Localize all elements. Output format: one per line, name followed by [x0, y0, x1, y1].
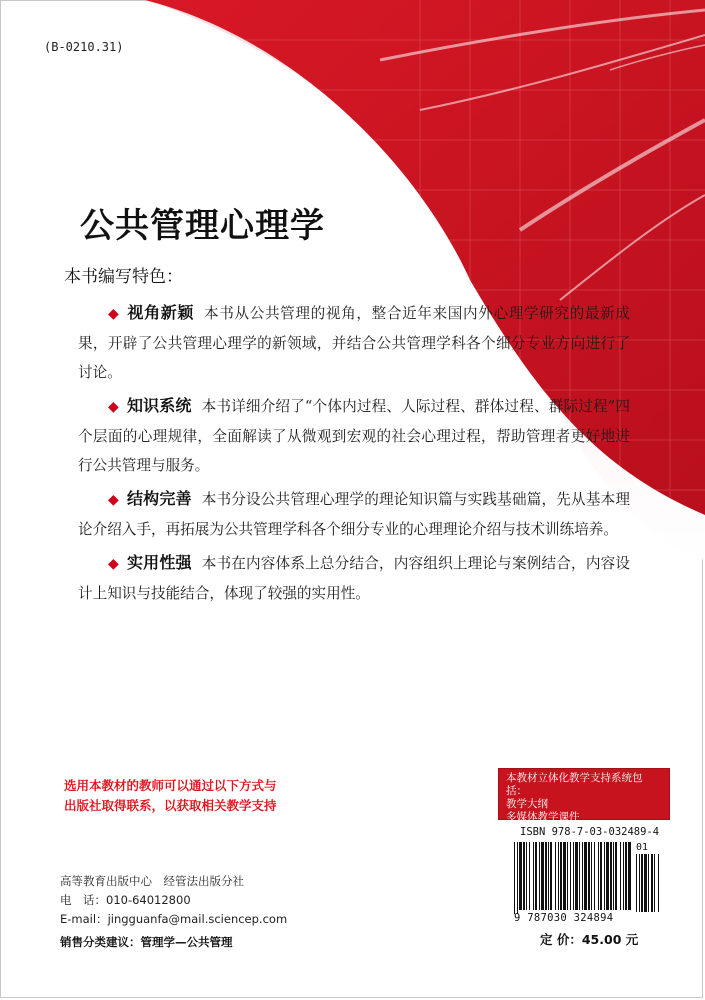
- features-heading: 本书编写特色：: [64, 267, 183, 287]
- barcode-bar: [526, 842, 527, 910]
- barcode-bar: [651, 854, 653, 912]
- diamond-bullet-icon: ◆: [108, 556, 119, 572]
- barcode-bar: [648, 854, 649, 912]
- barcode-bar: [641, 854, 643, 912]
- barcode-bar: [523, 842, 525, 910]
- barcode-bar: [573, 842, 574, 910]
- barcode-bar: [539, 842, 540, 910]
- publisher-info: [60, 872, 287, 929]
- phone-number: 010-64012800: [106, 893, 191, 907]
- feature-list: [78, 298, 630, 612]
- barcode-bar: [570, 842, 571, 910]
- barcode-bar: [658, 854, 659, 912]
- teaching-support-box: [498, 768, 670, 823]
- barcode-bar: [588, 842, 590, 910]
- feature-text: 本书详细介绍了“个体内过程、人际过程、群体过程、群际过程”四个层面的心理规律，全面解读了从微观到宏观的社会心理过程，帮助管理者更好地进行公共管理与服务。: [78, 398, 630, 474]
- barcode-bar: [517, 842, 518, 914]
- barcode-bar: [550, 842, 552, 910]
- feature-name: 视角新颖: [127, 303, 194, 322]
- diamond-bullet-icon: ◆: [108, 399, 119, 415]
- barcode-bar: [598, 842, 599, 910]
- barcode-bar: [594, 842, 595, 910]
- barcode-bar: [615, 842, 617, 910]
- barcode-bar: [514, 842, 515, 914]
- barcode-bar: [560, 842, 562, 910]
- feature-item: [78, 298, 630, 387]
- publisher-phone-line: [60, 891, 287, 910]
- barcode-bar: [558, 842, 559, 910]
- barcode-bar: [529, 842, 530, 910]
- teacher-note-line: 出版社取得联系，以获取相关教学支持: [64, 798, 277, 813]
- barcode-bar: [620, 842, 621, 910]
- barcode-bar: [548, 842, 549, 910]
- price-label: 定 价：45.00 元: [540, 932, 639, 947]
- email-address: jingguanfa@mail.sciencep.com: [107, 912, 288, 926]
- barcode-bar: [582, 842, 583, 910]
- barcode-bar: [600, 842, 602, 910]
- teacher-contact-note: [64, 776, 314, 816]
- barcode-bar: [625, 842, 627, 910]
- phone-label: 电 话：: [60, 893, 106, 907]
- barcode-add-on: 01: [636, 842, 649, 853]
- teacher-note-line: 选用本教材的教师可以通过以下方式与: [64, 778, 277, 793]
- barcode-bar: [604, 842, 605, 910]
- barcode-bar: [545, 842, 547, 910]
- barcode-bar: [519, 842, 522, 910]
- feature-item: [78, 391, 630, 480]
- barcode-bar: [584, 842, 587, 910]
- barcode-bar: [623, 842, 624, 910]
- barcode-bar: [579, 842, 580, 910]
- barcode-bar: [541, 842, 544, 910]
- publisher-name: 高等教育出版中心 经管法出版分社: [60, 874, 244, 888]
- support-box-item: 多媒体教学课件: [506, 811, 580, 823]
- support-box-item: 教学大纲: [506, 798, 548, 810]
- publisher-email-line: [60, 910, 287, 929]
- feature-name: 实用性强: [126, 553, 192, 572]
- barcode-digits: 9 787030 324894: [514, 912, 614, 924]
- barcode-bar: [628, 842, 631, 910]
- book-code: (B-0210.31): [44, 40, 124, 54]
- feature-text: 本书在内容体系上总分结合，内容组织上理论与案例结合，内容设计上知识与技能结合，体现了较强的实用性。: [78, 555, 630, 602]
- barcode-bar: [610, 842, 612, 910]
- barcode-icon: [512, 840, 662, 916]
- barcode-bar: [575, 842, 578, 910]
- barcode-bar: [639, 854, 640, 912]
- barcode-bar: [606, 842, 609, 910]
- feature-text: 本书从公共管理的视角，整合近年来国内外心理学研究的最新成果，开辟了公共管理心理学的新领域，并结合公共管理学科各个细分专业方向进行了讨论。: [78, 305, 630, 381]
- barcode-bar: [654, 854, 655, 912]
- diamond-bullet-icon: ◆: [108, 492, 119, 508]
- isbn-label: ISBN 978-7-03-032489-4: [520, 826, 660, 838]
- barcode-bar: [636, 854, 637, 912]
- book-title: 公共管理心理学: [80, 206, 325, 246]
- barcode-bar: [563, 842, 566, 910]
- email-label: E-mail：: [60, 912, 108, 926]
- barcode-bar: [613, 842, 614, 910]
- feature-item: [78, 484, 630, 544]
- barcode-bar: [591, 842, 592, 910]
- barcode-bar: [555, 842, 556, 910]
- barcode-bar: [535, 842, 537, 910]
- barcode-bar: [533, 842, 534, 910]
- barcode-bar: [644, 854, 647, 912]
- sales-category: 销售分类建议：管理学—公共管理: [60, 935, 233, 949]
- support-box-heading: 本教材立体化教学支持系统包括：: [506, 772, 643, 797]
- feature-text: 本书分设公共管理心理学的理论知识篇与实践基础篇，先从基本理论介绍入手，再拓展为公共管理学科各个细分专业的心理理论介绍与技术训练培养。: [78, 491, 630, 538]
- barcode-bar: [567, 842, 568, 910]
- feature-name: 知识系统: [126, 396, 192, 415]
- feature-item: [78, 548, 630, 608]
- diamond-bullet-icon: ◆: [108, 306, 120, 322]
- feature-name: 结构完善: [126, 489, 192, 508]
